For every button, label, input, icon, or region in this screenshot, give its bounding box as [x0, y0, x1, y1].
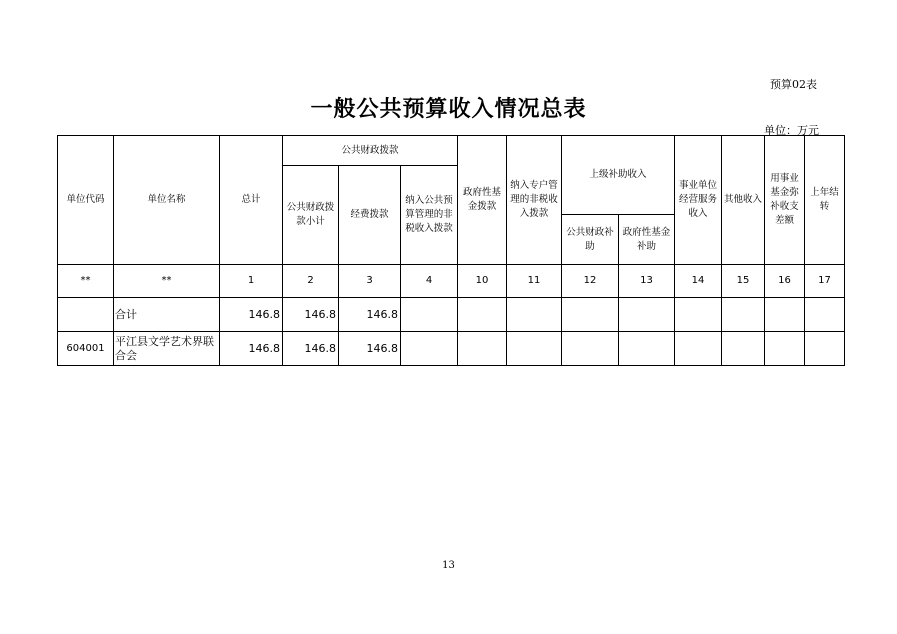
header-funding: 经费拨款: [339, 166, 401, 265]
header-carryover: 上年结转: [805, 136, 845, 265]
table-row: [58, 332, 845, 366]
empty-cell: [722, 298, 765, 332]
row-name: 平江县文学艺术界联合会: [114, 332, 220, 366]
empty-cell: [619, 298, 675, 332]
row-funding: 146.8: [339, 332, 401, 366]
index-cell: **: [58, 265, 114, 298]
empty-cell: [765, 332, 805, 366]
row-code: 604001: [58, 332, 114, 366]
header-public-fiscal-subtotal: 公共财政拨款小计: [283, 166, 339, 265]
index-row: [58, 265, 845, 298]
empty-cell: [675, 332, 722, 366]
header-gov-fund-subsidy: 政府性基金补助: [619, 215, 675, 265]
row-code: [58, 298, 114, 332]
header-service-income: 事业单位经营服务收入: [675, 136, 722, 265]
header-non-tax-income: 纳入公共预算管理的非税收入拨款: [401, 166, 458, 265]
empty-cell: [401, 298, 458, 332]
unit-label: 单位：万元: [764, 124, 819, 137]
index-cell: 3: [339, 265, 401, 298]
empty-cell: [765, 298, 805, 332]
form-number: 预算02表: [770, 78, 817, 91]
row-total: 146.8: [220, 332, 283, 366]
empty-cell: [507, 298, 562, 332]
header-unit-code: 单位代码: [58, 136, 114, 265]
row-name: 合计: [114, 298, 220, 332]
row-subtotal: 146.8: [283, 298, 339, 332]
index-cell: 12: [562, 265, 619, 298]
index-cell: 1: [220, 265, 283, 298]
header-gov-fund: 政府性基金拨款: [458, 136, 507, 265]
index-cell: 14: [675, 265, 722, 298]
header-public-fiscal-subsidy: 公共财政补助: [562, 215, 619, 265]
row-funding: 146.8: [339, 298, 401, 332]
row-total: 146.8: [220, 298, 283, 332]
index-cell: 17: [805, 265, 845, 298]
table-row-total: [58, 298, 845, 332]
header-public-fiscal-group: 公共财政拨款: [283, 136, 458, 166]
empty-cell: [675, 298, 722, 332]
index-cell: 2: [283, 265, 339, 298]
budget-table: [57, 135, 845, 366]
empty-cell: [805, 332, 845, 366]
empty-cell: [458, 332, 507, 366]
empty-cell: [722, 332, 765, 366]
empty-cell: [562, 298, 619, 332]
header-special-account: 纳入专户管理的非税收入拨款: [507, 136, 562, 265]
index-cell: 15: [722, 265, 765, 298]
index-cell: 13: [619, 265, 675, 298]
index-cell: 10: [458, 265, 507, 298]
index-cell: 11: [507, 265, 562, 298]
header-fund-offset: 用事业基金弥补收支差额: [765, 136, 805, 265]
header-superior-subsidy-group: 上级补助收入: [562, 136, 675, 215]
page-title: 一般公共预算收入情况总表: [310, 96, 587, 122]
empty-cell: [507, 332, 562, 366]
empty-cell: [805, 298, 845, 332]
header-row-1: [58, 136, 845, 166]
row-subtotal: 146.8: [283, 332, 339, 366]
header-other-income: 其他收入: [722, 136, 765, 265]
empty-cell: [458, 298, 507, 332]
empty-cell: [562, 332, 619, 366]
empty-cell: [401, 332, 458, 366]
index-cell: 16: [765, 265, 805, 298]
index-cell: **: [114, 265, 220, 298]
page-number: 13: [442, 560, 455, 571]
empty-cell: [619, 332, 675, 366]
header-unit-name: 单位名称: [114, 136, 220, 265]
header-total: 总计: [220, 136, 283, 265]
index-cell: 4: [401, 265, 458, 298]
